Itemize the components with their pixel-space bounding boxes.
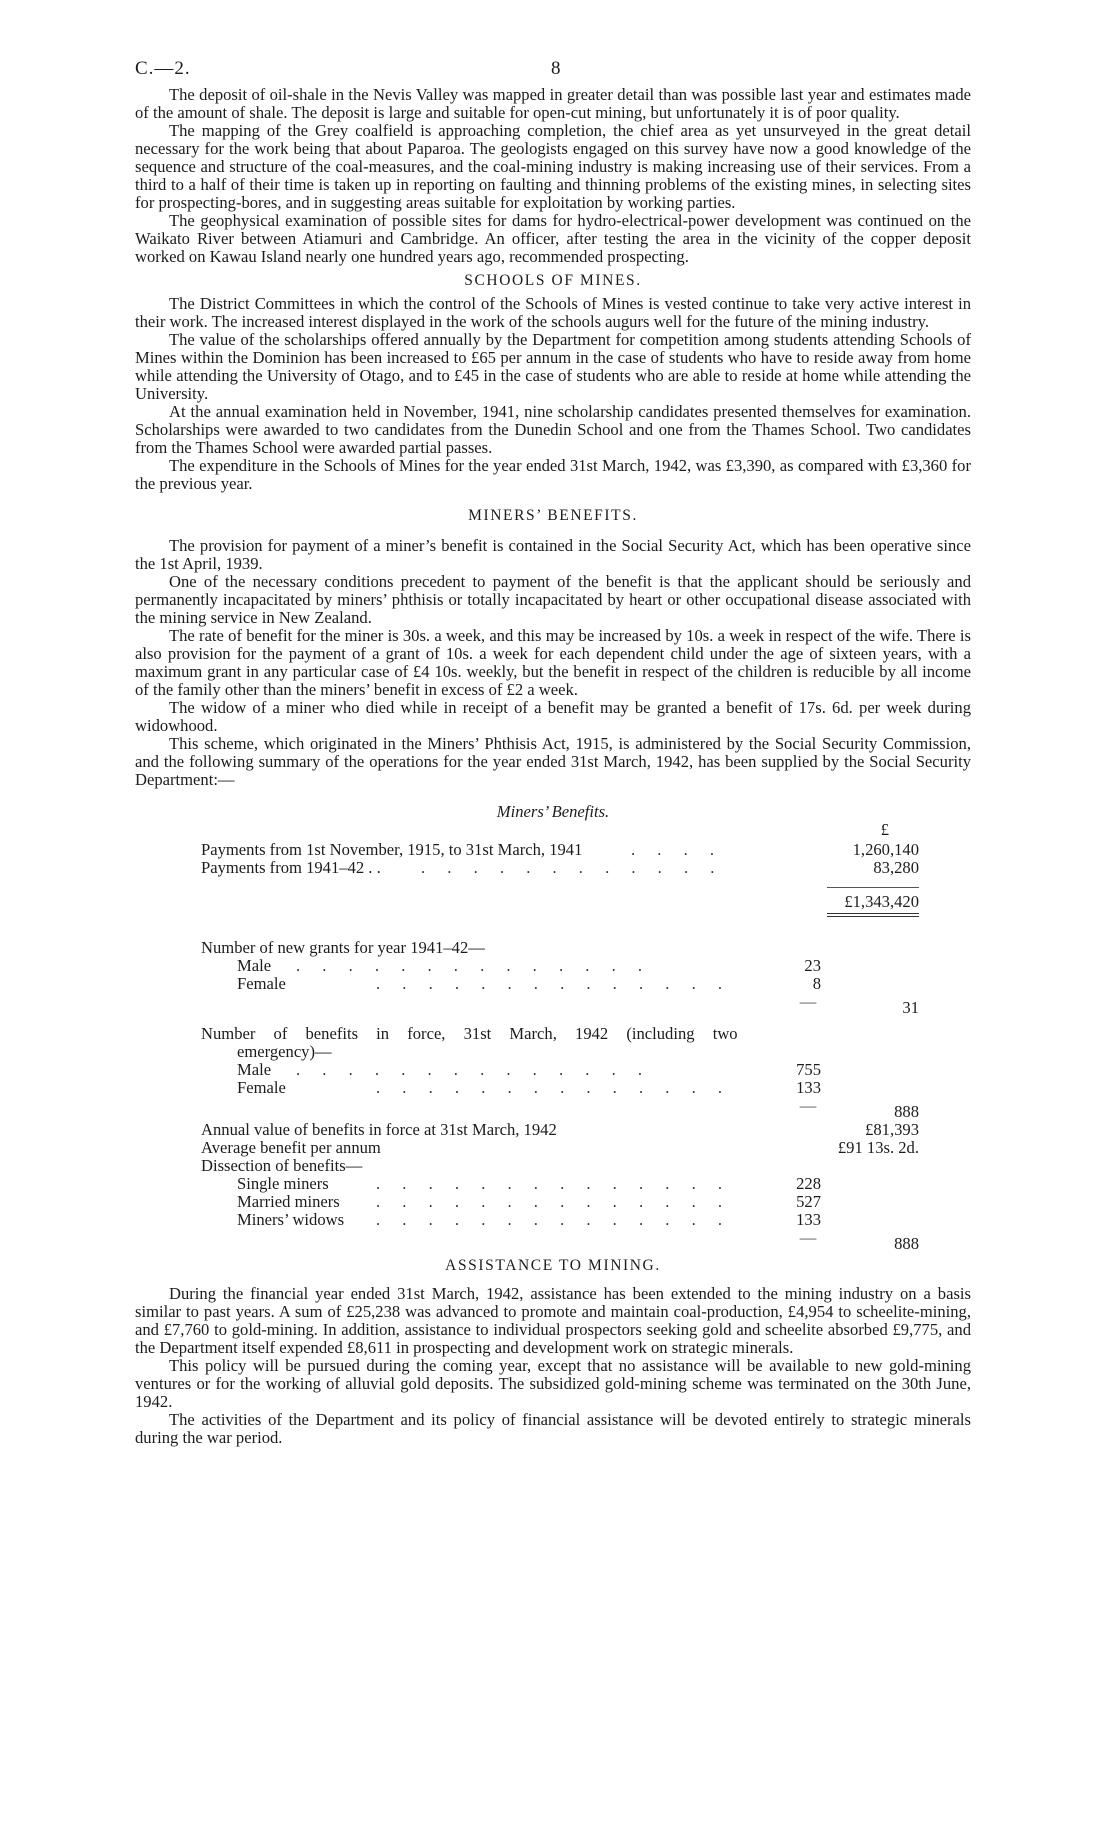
row-label: Single miners	[237, 1174, 329, 1193]
leader-dots: . . . . . . . . . . . . . .	[296, 956, 652, 975]
row-label: Female	[237, 974, 286, 993]
table-row	[201, 1193, 919, 1211]
row-label: Average benefit per annum	[201, 1138, 381, 1157]
table-row	[201, 893, 919, 915]
row-label: Miners’ widows	[237, 1210, 345, 1229]
table-row	[201, 1211, 919, 1229]
leader-dots: . . . . . . . . . . . . . .	[376, 1192, 732, 1211]
leader-dots: . . . . . . . . . . . .	[421, 858, 724, 877]
row-label: Male	[237, 956, 272, 975]
page-header	[135, 58, 971, 84]
row-value: 228	[796, 1174, 821, 1193]
paragraph: The widow of a miner who died while in receipt of a benefit may be granted a benefit of 17s. 6d. per week during widowhood.	[135, 698, 971, 735]
subtotal-dash: —	[799, 1228, 817, 1247]
page-number: 8	[551, 58, 561, 79]
table-spacer	[201, 877, 919, 893]
table-spacer	[201, 1011, 919, 1025]
paragraph: During the financial year ended 31st March, 1942, assistance has been extended to the mining industry on a basis similar to past years. A sum of £25,238 was advanced to promote and maintain coal-production, £4,954 to scheelite-mining, and £7,760 to gold-mining. In addition, assistance to individual prospectors seeking gold and scheelite absorbed £9,775, and the Department itself expended £8,611 in prospecting and development work on strategic minerals.	[135, 1284, 971, 1357]
section-heading-schools-of-mines: SCHOOLS OF MINES.	[464, 272, 642, 289]
row-label: Female	[237, 1078, 286, 1097]
row-value: 83,280	[873, 858, 919, 877]
table-row	[201, 1061, 919, 1079]
row-value: 133	[796, 1210, 821, 1229]
table-row	[201, 1139, 919, 1157]
section-heading-miners-benefits: MINERS’ BENEFITS.	[468, 507, 638, 524]
paragraph: The rate of benefit for the miner is 30s. a week, and this may be increased by 10s. a week in respect of the wife. There is also provision for the payment of a grant of 10s. a week for each dependent child under the age of sixteen years, with a maximum grant in any particular case of £4 10s. weekly, but the benefit in respect of the children is reducible by all income of the family other than the miners’ benefit in excess of £2 a week.	[135, 626, 971, 699]
table-row	[201, 939, 919, 957]
row-value: 133	[796, 1078, 821, 1097]
paragraph: The deposit of oil-shale in the Nevis Valley was mapped in greater detail than was possible last year and estimates made of the amount of shale. The deposit is large and suitable for open-cut mining, but unfortunately it is of poor quality.	[135, 85, 971, 122]
row-label: Married miners	[237, 1192, 340, 1211]
table-row	[201, 957, 919, 975]
row-label: Payments from 1st November, 1915, to 31st March, 1941	[201, 840, 583, 859]
paragraph: The mapping of the Grey coalfield is approaching completion, the chief area as yet unsurveyed in the great detail necessary for the work being that about Paparoa. The geologists engaged on this survey have now a good knowledge of the sequence and structure of the coal-measures, and the coal-mining industry is making increasing use of their services. From a third to a half of their time is taken up in reporting on faulting and thinning problems of the existing mines, in selecting sites for prospecting-bores, and in suggesting areas suitable for exploitation by working parties.	[135, 121, 971, 212]
table-row	[201, 1175, 919, 1193]
sum-rule	[827, 887, 919, 888]
currency-header: £	[880, 820, 889, 839]
subtotal-value: 31	[902, 998, 919, 1017]
row-value: 8	[812, 974, 821, 993]
paragraph: The geophysical examination of possible sites for dams for hydro-electrical-power development was continued on the Waikato River between Atiamuri and Cambridge. An officer, after testing the area in the vicinity of the copper deposit worked on Kawau Island nearly one hundred years ago, recommended prospecting.	[135, 211, 971, 266]
subtotal-dash: —	[799, 1096, 817, 1115]
table-row	[201, 1157, 919, 1175]
subtotal-value: 888	[894, 1102, 919, 1121]
subtotal-value: 888	[894, 1234, 919, 1253]
document-reference: C.—2.	[135, 58, 191, 79]
row-value: £91 13s. 2d.	[837, 1138, 919, 1157]
grand-total-value: £1,343,420	[844, 892, 919, 911]
table-row	[201, 1043, 919, 1061]
paragraph: The District Committees in which the control of the Schools of Mines is vested continue to take very active interest in their work. The increased interest displayed in the work of the schools augurs well for the future of the mining industry.	[135, 294, 971, 331]
row-label: emergency)—	[237, 1042, 332, 1061]
table-row	[201, 1079, 919, 1097]
table-row	[201, 1228, 919, 1253]
table-row	[201, 1025, 919, 1043]
table-row	[201, 1096, 919, 1121]
row-value: 755	[796, 1060, 821, 1079]
subtotal-dash: —	[799, 992, 817, 1011]
leader-dots: . . . . . . . . . . . . . .	[376, 974, 732, 993]
miners-benefits-table	[201, 820, 919, 1253]
table-row	[201, 841, 919, 859]
row-label: Payments from 1941–42 . .	[201, 858, 381, 877]
paragraph: One of the necessary conditions precedent to payment of the benefit is that the applicant should be seriously and permanently incapacitated by miners’ phthisis or totally incapacitated by heart or other occupational disease associated with the mining service in New Zealand.	[135, 572, 971, 627]
table-row	[201, 821, 919, 841]
row-label: Number of new grants for year 1941–42—	[201, 938, 485, 957]
paragraph: At the annual examination held in November, 1941, nine scholarship candidates presented themselves for examination. Scholarships were awarded to two candidates from the Dunedin School and one from the Thames School. Two candidates from the Thames School were awarded partial passes.	[135, 402, 971, 457]
table-row	[201, 1121, 919, 1139]
row-value: 23	[804, 956, 821, 975]
row-label: Number of benefits in force, 31st March, 1942 (including two	[201, 1024, 738, 1043]
table-title: Miners’ Benefits.	[496, 802, 610, 821]
row-label: Annual value of benefits in force at 31st March, 1942	[201, 1120, 557, 1139]
table-spacer	[201, 915, 919, 939]
paragraph: The activities of the Department and its policy of financial assistance will be devoted entirely to strategic minerals during the war period.	[135, 1410, 971, 1447]
section-heading-assistance-to-mining: ASSISTANCE TO MINING.	[445, 1257, 661, 1274]
row-label: Male	[237, 1060, 272, 1079]
row-value: £81,393	[865, 1120, 919, 1139]
leader-dots: . . . .	[631, 840, 724, 859]
row-value: 527	[796, 1192, 821, 1211]
total-rule	[827, 913, 919, 914]
row-value: 1,260,140	[852, 840, 919, 859]
paragraph: The expenditure in the Schools of Mines for the year ended 31st March, 1942, was £3,390, as compared with £3,360 for the previous year.	[135, 456, 971, 493]
paragraph: This scheme, which originated in the Miners’ Phthisis Act, 1915, is administered by the Social Security Commission, and the following summary of the operations for the year ended 31st March, 1942, has been supplied by the Social Security Department:—	[135, 734, 971, 789]
document-body	[135, 86, 971, 1447]
table-row	[201, 992, 919, 1017]
leader-dots: . . . . . . . . . . . . . .	[376, 1210, 732, 1229]
leader-dots: . . . . . . . . . . . . . .	[376, 1174, 732, 1193]
leader-dots: . . . . . . . . . . . . . .	[376, 1078, 732, 1097]
paragraph: The provision for payment of a miner’s benefit is contained in the Social Security Act, which has been operative since the 1st April, 1939.	[135, 536, 971, 573]
leader-dots: . . . . . . . . . . . . . .	[296, 1060, 652, 1079]
row-label: Dissection of benefits—	[201, 1156, 363, 1175]
table-row	[201, 859, 919, 877]
table-row	[201, 975, 919, 993]
paragraph: This policy will be pursued during the coming year, except that no assistance will be available to new gold-mining ventures or for the working of alluvial gold deposits. The subsidized gold-mining scheme was terminated on the 30th June, 1942.	[135, 1356, 971, 1411]
paragraph: The value of the scholarships offered annually by the Department for competition among students attending Schools of Mines within the Dominion has been increased to £65 per annum in the case of students who have to reside away from home while attending the University of Otago, and to £45 in the case of students who are able to reside at home while attending the University.	[135, 330, 971, 403]
